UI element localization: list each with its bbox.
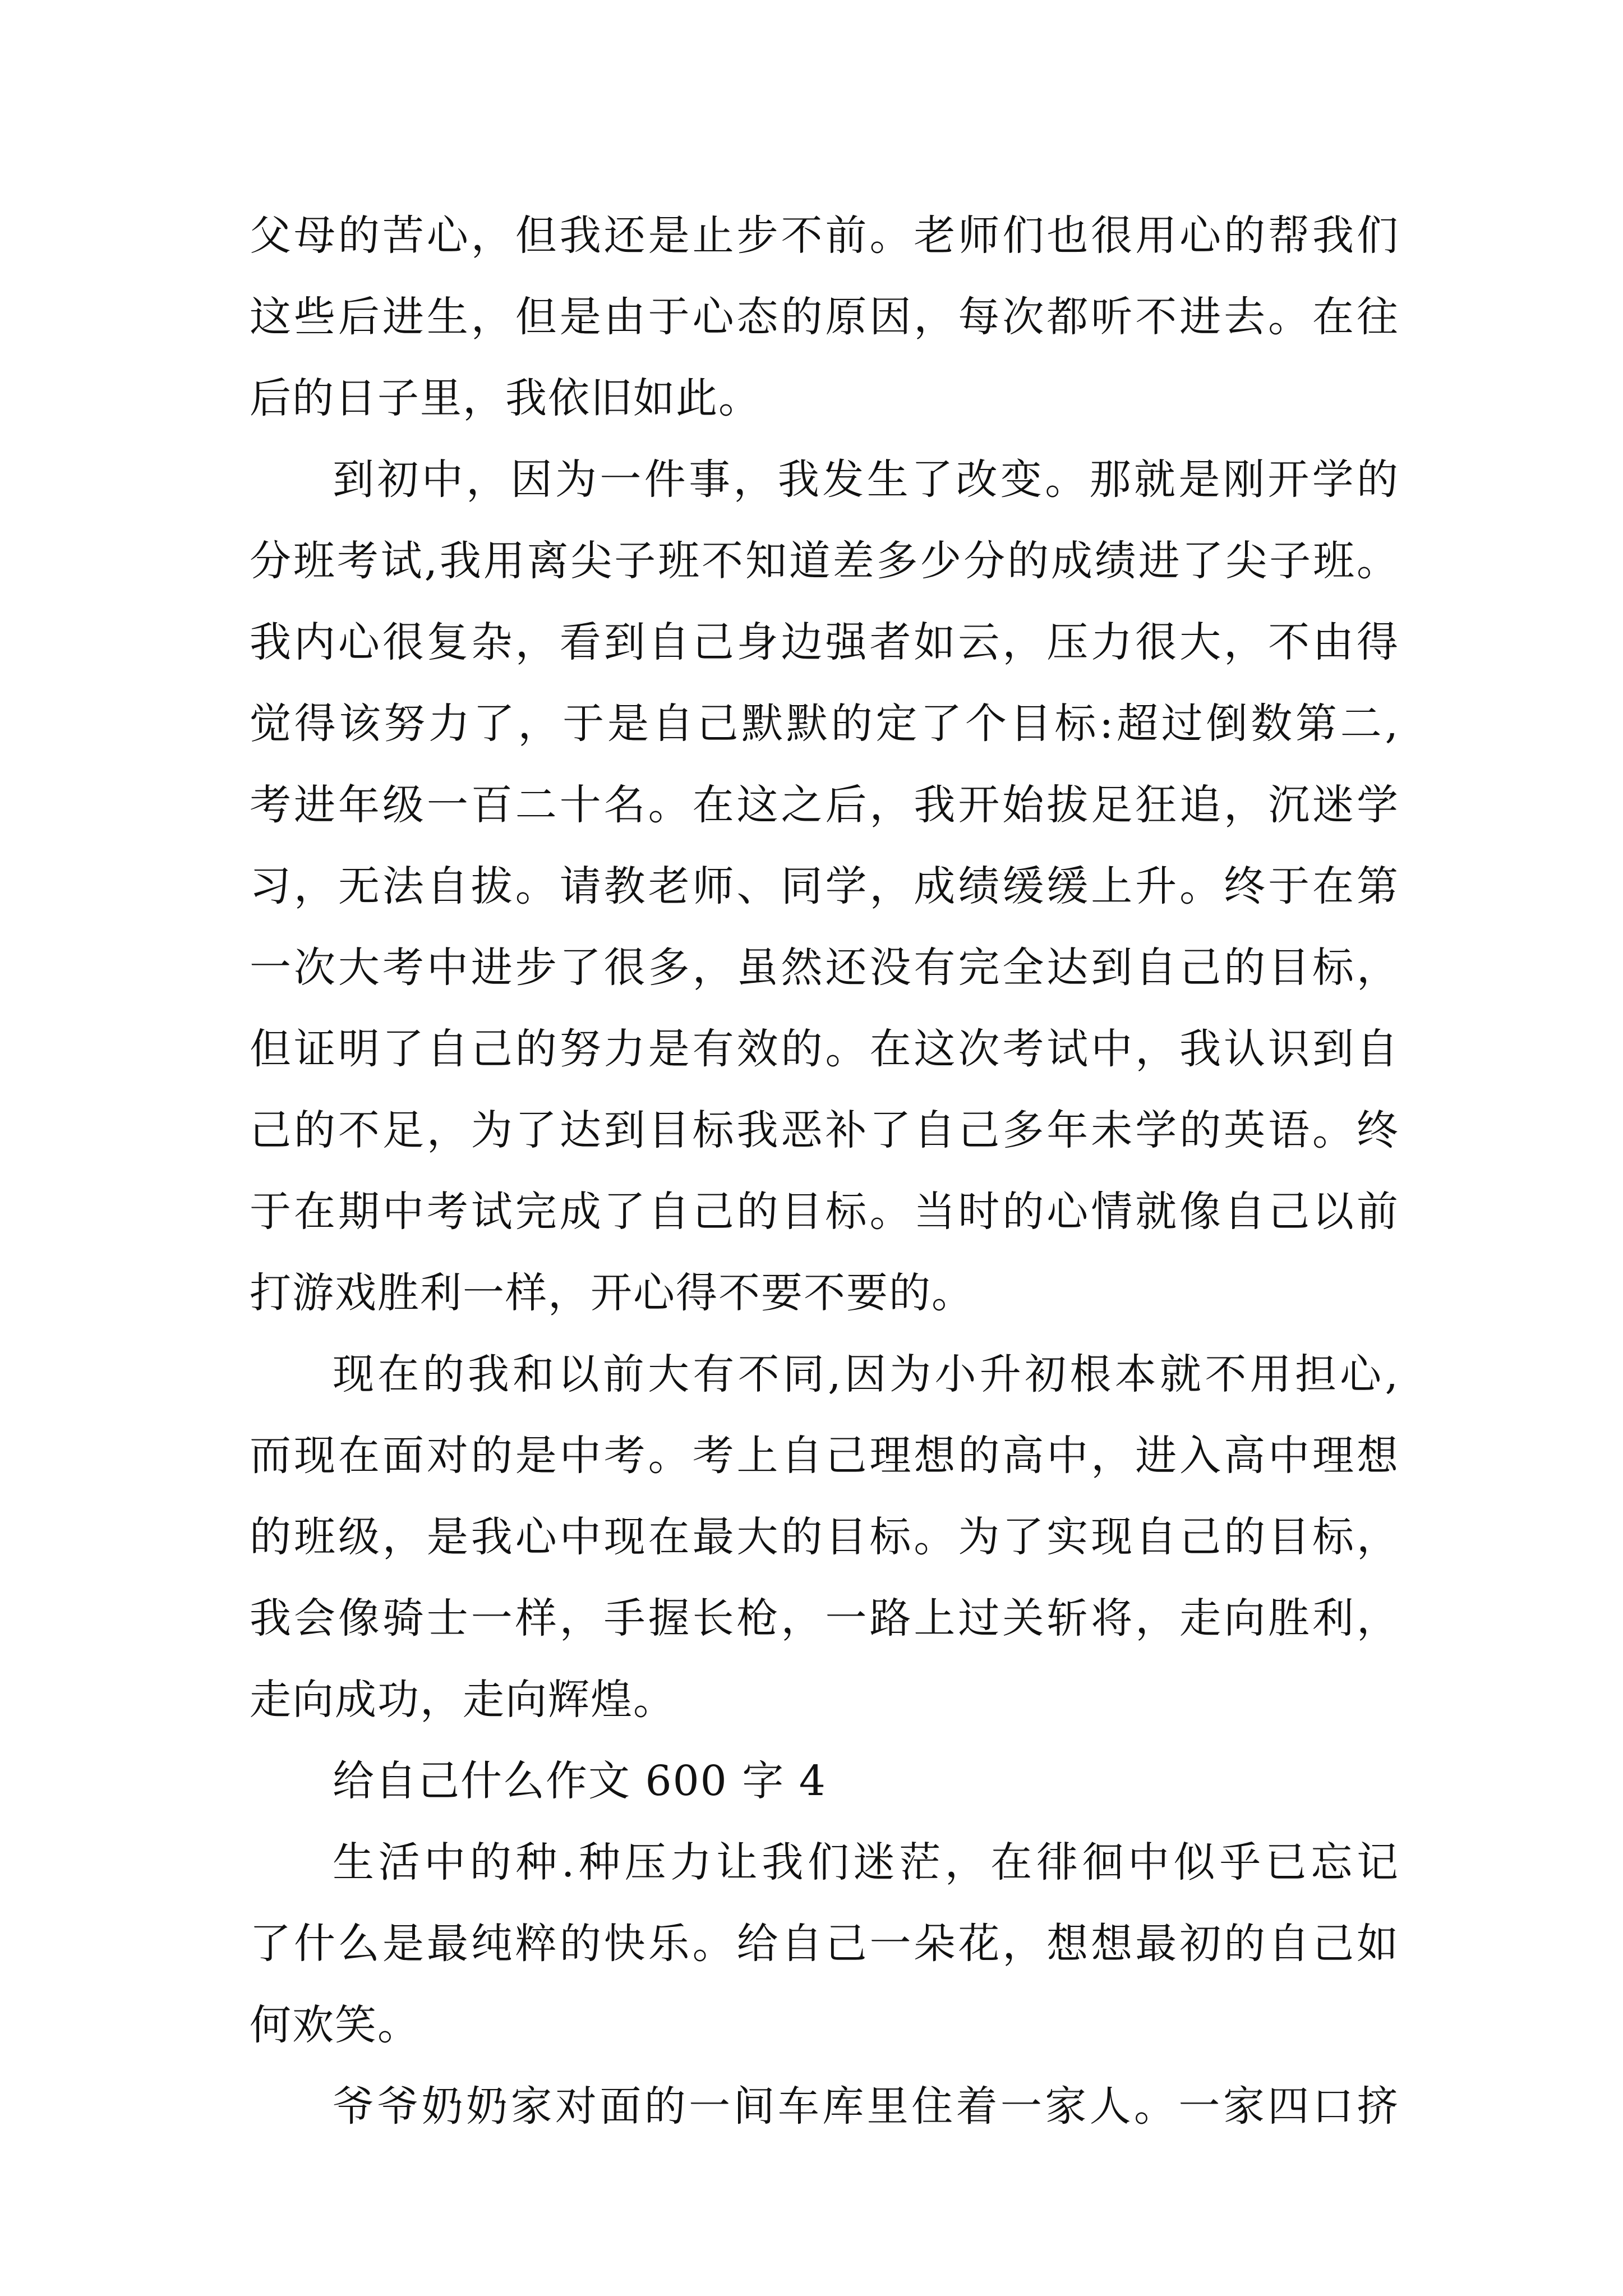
essay-body [250,195,1399,2147]
paragraph-first-line: 现在的我和以前大有不同,因为小升初根本就不用担心, [333,1350,1399,1398]
paragraph-first-line: 到初中，因为一件事，我发生了改变。那就是刚开学的 [333,455,1399,504]
text-line: 觉得该努力了，于是自己默默的定了个目标:超过倒数第二, [250,700,1399,748]
text-line: 了什么是最纯粹的快乐。给自己一朵花，想想最初的自己如 [250,1920,1399,1968]
text-line: 于在期中考试完成了自己的目标。当时的心情就像自己以前 [250,1188,1399,1236]
text-line: 何欢笑。 [250,2001,420,2049]
text-line: 分班考试,我用离尖子班不知道差多少分的成绩进了尖子班。 [250,537,1399,585]
text-line: 而现在面对的是中考。考上自己理想的高中，进入高中理想 [250,1432,1399,1480]
text-line: 的班级，是我心中现在最大的目标。为了实现自己的目标， [250,1513,1399,1561]
paragraph-first-line: 生活中的种.种压力让我们迷茫，在徘徊中似乎已忘记 [333,1838,1399,1887]
text-line: 走向成功，走向辉煌。 [250,1676,676,1724]
paragraph-first-line: 爷爷奶奶家对面的一间车库里住着一家人。一家四口挤 [333,2082,1399,2131]
text-line: 一次大考中进步了很多，虽然还没有完全达到自己的目标， [250,944,1399,992]
text-line: 我会像骑士一样，手握长枪，一路上过关斩将，走向胜利， [250,1594,1399,1642]
text-line: 但证明了自己的努力是有效的。在这次考试中，我认识到自 [250,1025,1399,1073]
text-line: 打游戏胜利一样，开心得不要不要的。 [250,1269,974,1317]
text-line: 己的不足，为了达到目标我恶补了自己多年未学的英语。终 [250,1106,1399,1154]
text-line: 这些后进生，但是由于心态的原因，每次都听不进去。在往 [250,293,1399,341]
text-line: 我内心很复杂，看到自己身边强者如云，压力很大，不由得 [250,618,1399,666]
text-line: 父母的苦心，但我还是止步不前。老师们也很用心的帮我们 [250,211,1399,260]
section-heading: 给自己什么作文 600 字 4 [333,1757,827,1805]
text-line: 习，无法自拔。请教老师、同学，成绩缓缓上升。终于在第 [250,862,1399,910]
text-line: 后的日子里，我依旧如此。 [250,374,761,422]
text-line: 考进年级一百二十名。在这之后，我开始拔足狂追，沉迷学 [250,781,1399,829]
